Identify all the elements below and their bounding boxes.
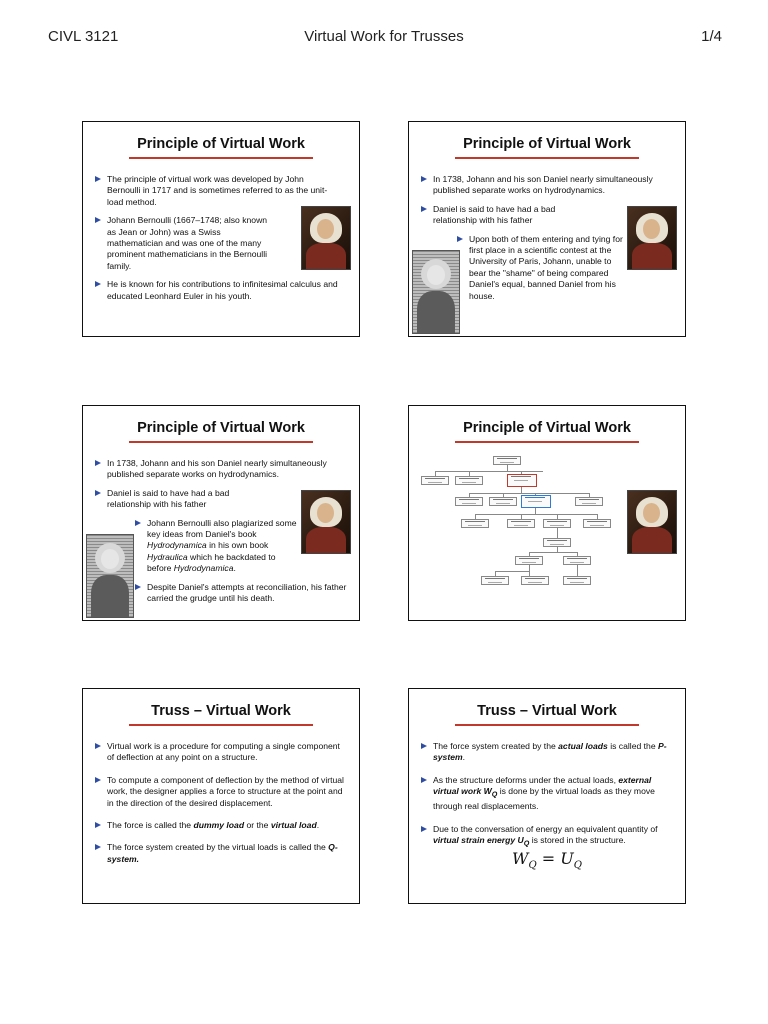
sub-bullet-item [133,518,297,575]
tree-node [493,456,521,465]
title-rule [129,724,313,726]
tree-node [575,497,603,506]
johann-bernoulli-portrait [627,206,677,270]
johann-bernoulli-portrait [301,490,351,554]
daniel-bernoulli-engraving [86,534,134,618]
slide-1 [82,121,360,337]
slide-title: Truss – Virtual Work [151,703,291,719]
document-title: Virtual Work for Trusses [304,28,464,45]
title-rule [455,724,639,726]
tree-node [507,519,535,528]
formula-w: W [512,849,529,868]
subscript: Q [491,790,498,799]
bullet-item [93,820,349,831]
tree-node [543,538,571,547]
sub-text: which he backdated to before [147,551,276,574]
formula-u: U [560,849,574,868]
slide-title: Truss – Virtual Work [477,703,617,719]
bullet-item: Virtual work is a procedure for computing a single component of deflection at any point on a structure. [93,741,349,764]
sub-text: . [233,563,236,574]
term-q-system: Q-system. [107,842,338,864]
johann-node [507,474,537,487]
title-rule [129,441,313,443]
subscript: Q [523,839,530,848]
bullet-text: The force system created by the virtual loads is called the [107,842,329,853]
bullet-item: He is known for his contributions to infinitesimal calculus and educated Leonhard Euler in his youth. [93,279,349,302]
book-title: Hydraulica [147,551,188,562]
course-code: CIVL 3121 [48,28,119,45]
bullet-item: In 1738, Johann and his son Daniel nearly simultaneously published separate works on hydrodynamics. [93,458,349,481]
tree-node [455,476,483,485]
johann-bernoulli-portrait [301,206,351,270]
tree-node [521,576,549,585]
energy-equation [409,849,685,871]
tree-node [481,576,509,585]
bullet-item [93,842,349,865]
bullet-item: Daniel is said to have had a bad relationship with his father [93,488,269,511]
bullet-list [419,741,675,857]
tree-node [583,519,611,528]
term-p-system: P-system [433,741,667,763]
sub-text: Johann Bernoulli also plagiarized some key ideas from Daniel's book [147,517,297,540]
term-virtual-load: virtual load [270,820,317,831]
title-rule [455,441,639,443]
sub-text: in his own book [206,540,269,551]
bullet-item [419,775,675,813]
bullet-text: is called the [607,741,658,751]
bullet-text: or the [244,820,271,831]
daniel-bernoulli-engraving [412,250,460,334]
title-rule [129,157,313,159]
tree-node [461,519,489,528]
book-title: Hydrodynamica [147,540,207,551]
johann-bernoulli-portrait [627,490,677,554]
slide-title: Principle of Virtual Work [463,136,631,152]
term-external-virtual-work: external virtual work W [433,774,652,797]
bullet-text: is done by the virtual loads as they move through real displacements. [433,786,655,812]
slide-title: Principle of Virtual Work [137,420,305,436]
bullet-text: is stored in the structure. [529,835,626,846]
slide-4 [408,405,686,621]
page-number: 1/4 [701,28,722,45]
term-actual-loads: actual loads [558,741,608,751]
tree-node [543,519,571,528]
tree-node [489,497,517,506]
slide-2 [408,121,686,337]
tree-node [563,556,591,565]
slide-5 [82,688,360,904]
bullet-item [419,824,675,851]
tree-node [421,476,449,485]
formula-w-sub: Q [528,860,537,872]
tree-node [563,576,591,585]
bullet-text: The force is called the [107,820,194,831]
bullet-text: As the structure deforms under the actual loads, [433,774,619,785]
bullet-item: The principle of virtual work was developed by John Bernoulli in 1717 and is sometimes referred to as the unit-load method. [93,174,329,208]
slide-6 [408,688,686,904]
formula-equals: = [536,849,561,868]
term-dummy-load: dummy load [193,820,245,831]
sub-bullet-item: Upon both of them entering and tying for first place in a scientific contest at the University of Paris, Johann, unable to bear the "shame" of being compared Daniel's equal, banned Daniel from his house. [455,234,623,302]
slide-title: Principle of Virtual Work [463,420,631,436]
book-title: Hydrodynamica [173,563,234,574]
formula-u-sub: Q [573,860,582,872]
bullet-item: Despite Daniel's attempts at reconciliation, his father carried the grudge until his death. [133,582,349,605]
bullet-item: In 1738, Johann and his son Daniel nearly simultaneously published separate works on hydrodynamics. [419,174,675,197]
bullet-list [93,741,349,872]
bullet-item: Johann Bernoulli (1667–1748; also known as Jean or John) was a Swiss mathematician and was one of the many prominent mathematicians in the Bernoulli family. [93,215,271,272]
tree-node [455,497,483,506]
title-rule [455,157,639,159]
bullet-item: To compute a component of deflection by the method of virtual work, the designer applies a force to structure at the point and in the direction of the desired displacement. [93,775,349,809]
term-virtual-strain-energy: virtual strain energy U [433,835,524,846]
daniel-node [521,495,551,508]
bullet-text: . [462,752,466,763]
slide-3 [82,405,360,621]
bernoulli-family-tree [417,448,617,608]
bullet-item [419,741,675,764]
bullet-text: . [316,820,320,831]
bullet-text: Due to the conversation of energy an equivalent quantity of [433,823,658,834]
bullet-text: The force system created by the [433,741,559,751]
tree-node [515,556,543,565]
bullet-item: Daniel is said to have had a bad relationship with his father [419,204,595,227]
slide-title: Principle of Virtual Work [137,136,305,152]
